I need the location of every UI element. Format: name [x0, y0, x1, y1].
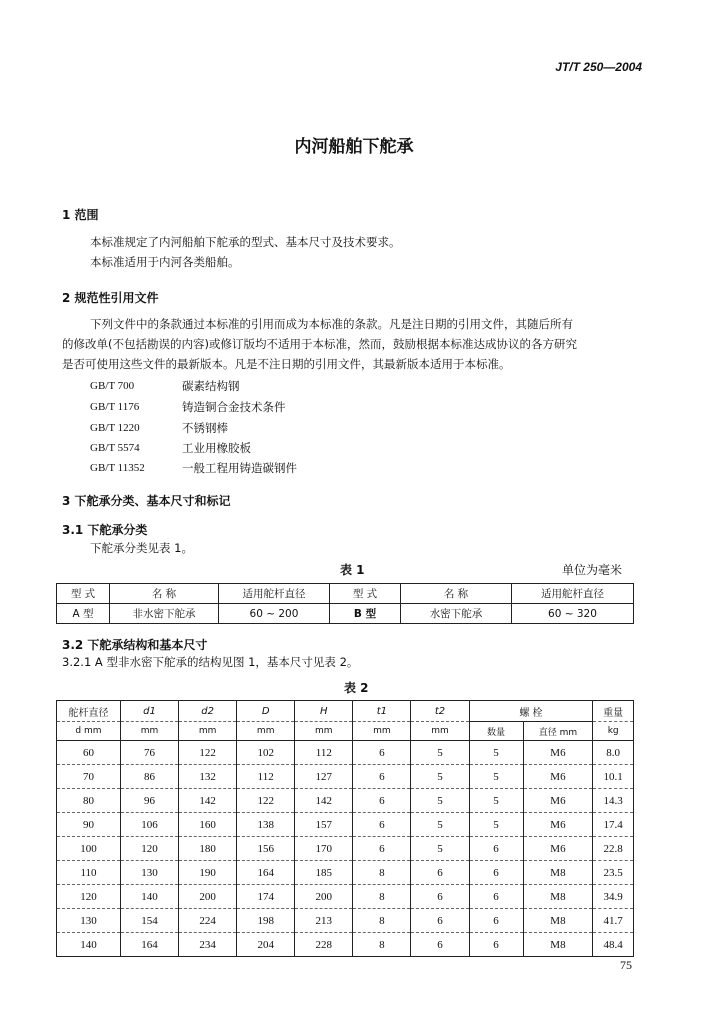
bolt-diameter-label: 直径 — [538, 727, 557, 738]
table-2-unit-cell: d mm — [57, 722, 121, 741]
standard-number: JT/T 250—2004 — [555, 60, 642, 74]
table-1-header-row — [57, 584, 634, 604]
table-2-header-cell: 重量 — [593, 701, 634, 722]
ref-name: 碳素结构钢 — [182, 379, 240, 393]
table-2-cell: 6 — [353, 789, 411, 813]
table-1-cell: 60 ~ 200 — [219, 604, 330, 624]
table-2-unit-cell: mm — [120, 722, 178, 741]
table-2-cell: 142 — [295, 789, 353, 813]
table-2-cell: M8 — [523, 909, 593, 933]
table-2-cell: 6 — [469, 885, 523, 909]
table-2-cell: 106 — [120, 813, 178, 837]
table-2-cell: 5 — [411, 765, 469, 789]
table-1-row — [57, 604, 634, 624]
table-2-header-cell: d1 — [120, 701, 178, 722]
table-2-cell: 5 — [411, 789, 469, 813]
table-2-unit-cell: mm — [295, 722, 353, 741]
table-1-cell: 水密下舵承 — [401, 604, 512, 624]
table-2-cell: 198 — [237, 909, 295, 933]
table-2-cell: M6 — [523, 789, 593, 813]
table-2-cell: 228 — [295, 933, 353, 957]
table-2-cell: 120 — [120, 837, 178, 861]
table-2-cell: 140 — [120, 885, 178, 909]
table-2-cell: 174 — [237, 885, 295, 909]
table-2-cell: 80 — [57, 789, 121, 813]
table-2-cell: 6 — [469, 837, 523, 861]
table-2-cell: M8 — [523, 861, 593, 885]
table-2-cell: 6 — [353, 741, 411, 765]
table-2-cell: 142 — [179, 789, 237, 813]
bolt-diameter-unit: mm — [559, 727, 578, 738]
table-2-row — [57, 909, 634, 933]
table-2-unit-cell: mm — [179, 722, 237, 741]
table-2-unit-row — [57, 722, 634, 741]
table-2-cell: 8.0 — [593, 741, 634, 765]
section-1-heading: 1 范围 — [62, 208, 99, 222]
table-1-caption: 表 1 — [340, 563, 365, 577]
table-1-cell: B 型 — [330, 604, 401, 624]
table-2-cell: 17.4 — [593, 813, 634, 837]
table-1-header-cell: 名 称 — [401, 584, 512, 604]
section-1-para-2: 本标准适用于内河各类船舶。 — [90, 255, 240, 269]
table-2-cell: 157 — [295, 813, 353, 837]
table-2-cell: 8 — [353, 909, 411, 933]
table-1-header-cell: 适用舵杆直径 — [512, 584, 634, 604]
table-2-cell: 14.3 — [593, 789, 634, 813]
document-title: 内河船舶下舵承 — [294, 137, 414, 157]
table-2-cell: 156 — [237, 837, 295, 861]
table-2-header-row — [57, 701, 634, 722]
ref-code: GB/T 700 — [90, 380, 135, 392]
section-2-line-1: 下列文件中的条款通过本标准的引用而成为本标准的条款。凡是注日期的引用文件，其随后所有 — [90, 317, 573, 331]
table-2-cell: 6 — [469, 861, 523, 885]
page-number: 75 — [620, 958, 632, 972]
table-2-unit-cell: mm — [353, 722, 411, 741]
table-2-cell: 160 — [179, 813, 237, 837]
table-2-cell: 41.7 — [593, 909, 634, 933]
table-2-cell: 110 — [57, 861, 121, 885]
table-2-cell: 180 — [179, 837, 237, 861]
table-2-unit-cell: mm — [237, 722, 295, 741]
section-2-heading: 2 规范性引用文件 — [62, 291, 159, 305]
table-2-cell: 34.9 — [593, 885, 634, 909]
table-2-cell: 5 — [469, 789, 523, 813]
section-2-line-3: 是否可使用这些文件的最新版本。凡是不注日期的引用文件，其最新版本适用于本标准。 — [62, 357, 511, 371]
table-2-cell: 140 — [57, 933, 121, 957]
table-2-cell: M6 — [523, 765, 593, 789]
table-2-cell: 170 — [295, 837, 353, 861]
table-2-row — [57, 861, 634, 885]
table-2-cell: 8 — [353, 885, 411, 909]
table-2-cell: 60 — [57, 741, 121, 765]
table-2-row — [57, 813, 634, 837]
table-2-cell: 5 — [411, 741, 469, 765]
ref-code: GB/T 11352 — [90, 462, 145, 474]
table-1-header-cell: 适用舵杆直径 — [219, 584, 330, 604]
table-2-cell: 6 — [353, 765, 411, 789]
table-2-cell: 10.1 — [593, 765, 634, 789]
table-2-header-cell: d2 — [179, 701, 237, 722]
table-2-cell: 130 — [120, 861, 178, 885]
table-2-cell: 120 — [57, 885, 121, 909]
section-3-2-1-text: 3.2.1 A 型非水密下舵承的结构见图 1，基本尺寸见表 2。 — [62, 655, 359, 669]
table-2 — [56, 700, 634, 957]
table-2-cell: 102 — [237, 741, 295, 765]
table-2-cell: 127 — [295, 765, 353, 789]
table-2-cell: 6 — [411, 861, 469, 885]
table-2-cell: 90 — [57, 813, 121, 837]
table-2-row — [57, 933, 634, 957]
table-2-row — [57, 741, 634, 765]
section-1-para-1: 本标准规定了内河船舶下舵承的型式、基本尺寸及技术要求。 — [90, 235, 401, 249]
table-1 — [56, 583, 634, 624]
table-2-cell: 122 — [237, 789, 295, 813]
table-2-cell: 6 — [411, 885, 469, 909]
table-2-cell: M6 — [523, 837, 593, 861]
table-2-cell: 200 — [179, 885, 237, 909]
ref-name: 铸造铜合金技术条件 — [182, 400, 286, 414]
ref-code: GB/T 1220 — [90, 422, 140, 434]
ref-name: 工业用橡胶板 — [182, 441, 251, 455]
ref-name: 一般工程用铸造碳钢件 — [182, 461, 297, 475]
table-2-cell: 100 — [57, 837, 121, 861]
table-2-cell: M6 — [523, 741, 593, 765]
table-2-cell: 6 — [469, 909, 523, 933]
table-2-cell: 112 — [295, 741, 353, 765]
table-2-row — [57, 885, 634, 909]
table-2-cell: 5 — [469, 765, 523, 789]
table-2-cell: 6 — [411, 909, 469, 933]
table-2-cell: 5 — [411, 813, 469, 837]
table-2-cell: 96 — [120, 789, 178, 813]
table-2-cell: 6 — [469, 933, 523, 957]
table-2-cell: 22.8 — [593, 837, 634, 861]
table-2-cell: 154 — [120, 909, 178, 933]
table-2-header-cell-bolt: 螺 栓 — [469, 701, 593, 722]
table-2-cell: 70 — [57, 765, 121, 789]
table-2-header-cell: 舵杆直径 — [57, 701, 121, 722]
table-1-cell: A 型 — [57, 604, 110, 624]
table-2-row — [57, 789, 634, 813]
table-2-cell: 164 — [237, 861, 295, 885]
table-2-cell: 5 — [411, 837, 469, 861]
table-2-cell: 122 — [179, 741, 237, 765]
table-2-unit-cell: kg — [593, 722, 634, 741]
table-2-cell: 8 — [353, 933, 411, 957]
table-2-cell: 6 — [411, 933, 469, 957]
table-2-cell: 86 — [120, 765, 178, 789]
table-2-caption: 表 2 — [344, 681, 369, 695]
ref-name: 不锈钢棒 — [182, 421, 228, 435]
table-2-cell: 76 — [120, 741, 178, 765]
table-2-cell: 6 — [353, 813, 411, 837]
table-2-cell: 5 — [469, 741, 523, 765]
table-2-cell: 185 — [295, 861, 353, 885]
table-2-cell: 138 — [237, 813, 295, 837]
table-2-row — [57, 765, 634, 789]
table-2-cell: 6 — [353, 837, 411, 861]
table-2-unit-cell: 数量 — [469, 722, 523, 741]
table-2-cell: 23.5 — [593, 861, 634, 885]
section-3-1-text: 下舵承分类见表 1。 — [90, 541, 193, 555]
table-2-cell: 200 — [295, 885, 353, 909]
table-2-unit-cell — [523, 722, 593, 741]
table-2-cell: 234 — [179, 933, 237, 957]
section-3-heading: 3 下舵承分类、基本尺寸和标记 — [62, 494, 231, 508]
table-2-header-cell: t1 — [353, 701, 411, 722]
ref-code: GB/T 1176 — [90, 401, 140, 413]
section-3-2-heading: 3.2 下舵承结构和基本尺寸 — [62, 638, 208, 652]
table-1-header-cell: 名 称 — [110, 584, 219, 604]
table-2-cell: 132 — [179, 765, 237, 789]
table-1-unit: 单位为毫米 — [562, 563, 623, 577]
table-2-cell: 5 — [469, 813, 523, 837]
table-2-cell: 164 — [120, 933, 178, 957]
table-2-cell: M8 — [523, 885, 593, 909]
table-2-cell: 48.4 — [593, 933, 634, 957]
table-2-header-cell: H — [295, 701, 353, 722]
table-1-cell: 非水密下舵承 — [110, 604, 219, 624]
table-2-cell: 112 — [237, 765, 295, 789]
table-2-cell: 130 — [57, 909, 121, 933]
table-2-unit-cell: mm — [411, 722, 469, 741]
table-1-cell: 60 ~ 320 — [512, 604, 634, 624]
table-2-header-cell: D — [237, 701, 295, 722]
section-2-line-2: 的修改单(不包括勘误的内容)或修订版均不适用于本标准，然而，鼓励根据本标准达成协议的各方研究 — [62, 337, 577, 351]
table-2-cell: 8 — [353, 861, 411, 885]
table-2-cell: 213 — [295, 909, 353, 933]
section-3-1-heading: 3.1 下舵承分类 — [62, 523, 148, 537]
table-2-cell: 190 — [179, 861, 237, 885]
table-2-header-cell: t2 — [411, 701, 469, 722]
table-2-cell: M8 — [523, 933, 593, 957]
table-2-cell: 204 — [237, 933, 295, 957]
table-1-header-cell: 型 式 — [57, 584, 110, 604]
table-1-header-cell: 型 式 — [330, 584, 401, 604]
table-2-body — [57, 741, 634, 957]
table-2-row — [57, 837, 634, 861]
ref-code: GB/T 5574 — [90, 442, 140, 454]
table-2-cell: M6 — [523, 813, 593, 837]
table-2-cell: 224 — [179, 909, 237, 933]
